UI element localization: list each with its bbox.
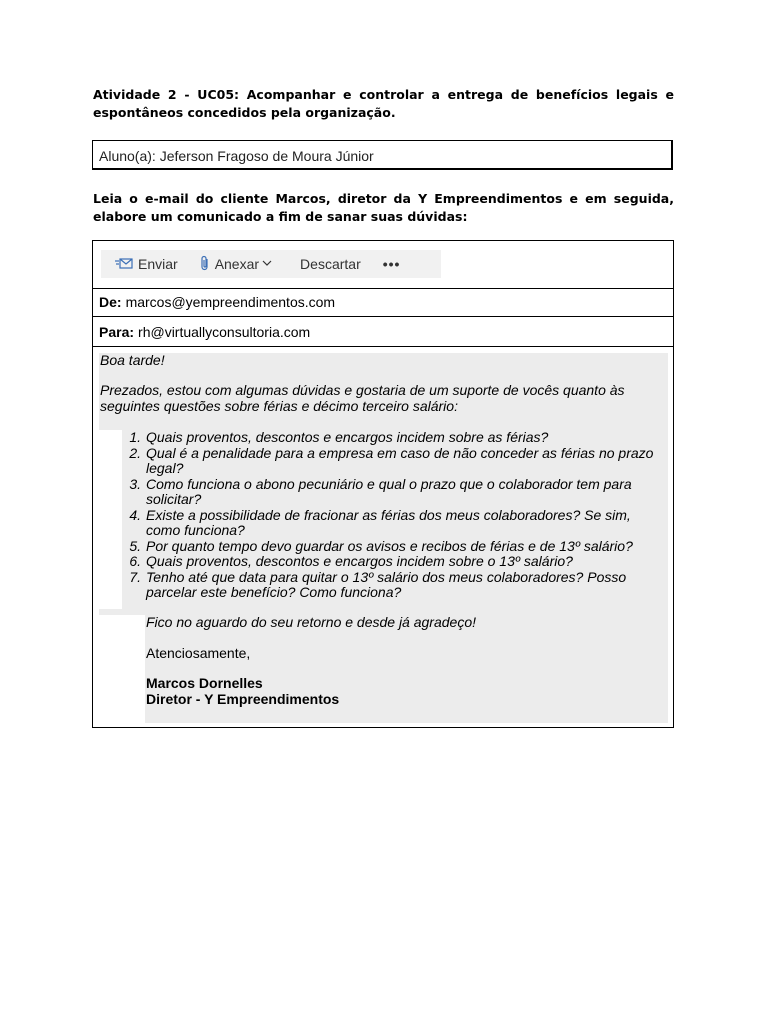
- to-row: [93, 317, 673, 347]
- student-name-box: [92, 140, 673, 170]
- question-number: 7.: [129, 568, 141, 585]
- question-text: Quais proventos, descontos e encargos incidem sobre as férias?: [146, 429, 549, 445]
- questions-list: [99, 430, 659, 601]
- question-number: 5.: [129, 537, 141, 554]
- send-mail-icon: [115, 256, 133, 273]
- discard-button[interactable]: [300, 256, 361, 272]
- instructions-text: Leia o e-mail do cliente Marcos, diretor da Y Empreendimentos e em seguida, elabore um comunicado a fim de sanar suas dúvidas:: [93, 191, 674, 224]
- question-text: Quais proventos, descontos e encargos incidem sobre o 13º salário?: [146, 553, 573, 569]
- from-row: [93, 288, 673, 317]
- email-greeting: Boa tarde!: [100, 352, 165, 368]
- question-item: [99, 554, 659, 570]
- question-item: [99, 508, 659, 539]
- question-text: Existe a possibilidade de fracionar as férias dos meus colaboradores? Se sim, como funciona?: [146, 506, 631, 538]
- question-text: Qual é a penalidade para a empresa em caso de não conceder as férias no prazo legal?: [146, 444, 654, 476]
- activity-heading: Atividade 2 - UC05: Acompanhar e controlar a entrega de benefícios legais e espontâneos concedidos pela organização.: [93, 87, 674, 120]
- email-intro: Prezados, estou com algumas dúvidas e gostaria de um suporte de vocês quanto às seguintes questões sobre férias e décimo terceiro salário:: [100, 382, 625, 414]
- question-number: 3.: [129, 475, 141, 492]
- question-number: 1.: [129, 429, 141, 445]
- email-body: [99, 353, 668, 723]
- question-number: 6.: [129, 553, 141, 569]
- more-icon: •••: [382, 256, 401, 272]
- student-name: Aluno(a): Jeferson Fragoso de Moura Júnior: [99, 148, 374, 164]
- email-toolbar: [101, 250, 441, 278]
- email-table: [92, 240, 674, 728]
- chevron-down-icon: [262, 258, 272, 270]
- question-item: [99, 570, 659, 601]
- from-value: marcos@yempreendimentos.com: [125, 294, 336, 310]
- email-closing: Fico no aguardo do seu retorno e desde já agradeço!: [146, 614, 477, 630]
- question-text: Como funciona o abono pecuniário e qual o prazo que o colaborador tem para solicitar?: [146, 475, 632, 507]
- question-text: Por quanto tempo devo guardar os avisos e recibos de férias e de 13º salário?: [146, 537, 633, 554]
- from-label: De:: [99, 294, 122, 310]
- question-text: Tenho até que data para quitar o 13º salário dos meus colaboradores? Posso parcelar este benefício? Como funciona?: [146, 568, 627, 600]
- more-options-button[interactable]: [383, 256, 401, 272]
- question-item: [99, 477, 659, 508]
- signature-name: Marcos Dornelles: [146, 675, 263, 691]
- to-value: rh@virtuallyconsultoria.com: [138, 324, 311, 340]
- send-button[interactable]: [115, 256, 178, 273]
- discard-label: Descartar: [300, 256, 361, 272]
- send-label: Enviar: [138, 256, 178, 272]
- email-toolbar-row: [93, 241, 673, 289]
- question-number: 2.: [129, 444, 141, 461]
- question-item: [99, 430, 659, 446]
- paperclip-icon: [200, 255, 210, 274]
- question-item: [99, 446, 659, 477]
- attach-button[interactable]: [200, 255, 272, 274]
- signature-title: Diretor - Y Empreendimentos: [146, 691, 340, 707]
- question-item: [99, 539, 659, 555]
- signature-gutter: [99, 615, 145, 723]
- email-regards: Atenciosamente,: [146, 645, 251, 661]
- question-number: 4.: [129, 506, 141, 523]
- to-label: Para:: [99, 324, 135, 340]
- attach-label: Anexar: [214, 256, 260, 272]
